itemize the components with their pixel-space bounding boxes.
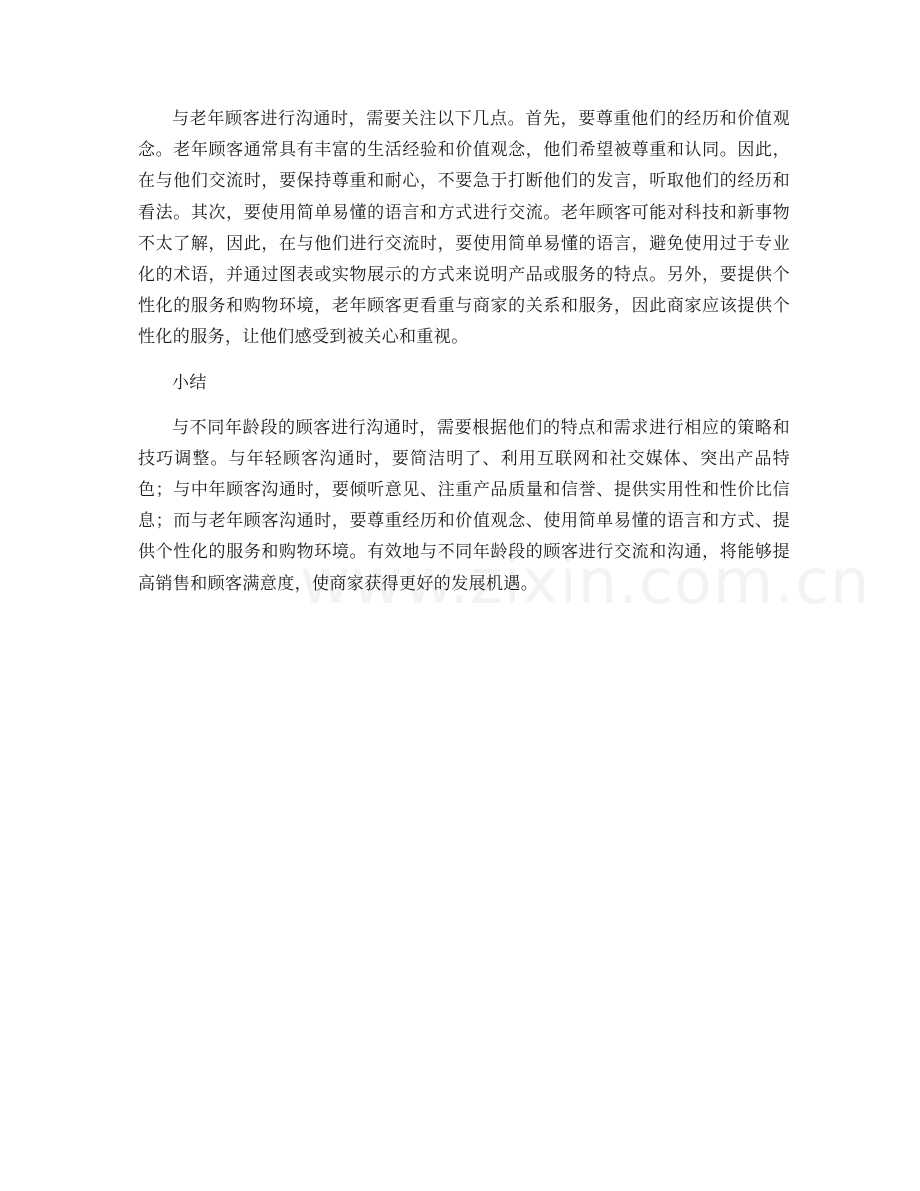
paragraph-summary: 与不同年龄段的顾客进行沟通时，需要根据他们的特点和需求进行相应的策略和技巧调整。与年轻顾客沟通时，要简洁明了、利用互联网和社交媒体、突出产品特色；与中年顾客沟通时，要倾听意见、注重产品质量和信誉、提供实用性和性价比信息；而与老年顾客沟通时，要尊重经历和价值观念、使用简单易懂的语言和方式、提供个性化的服务和购物环境。有效地与不同年龄段的顾客进行交流和沟通，将能够提高销售和顾客满意度，使商家获得更好的发展机遇。	[138, 417, 790, 594]
paragraph-elderly-customers: 与老年顾客进行沟通时，需要关注以下几点。首先，要尊重他们的经历和价值观念。老年顾客通常具有丰富的生活经验和价值观念，他们希望被尊重和认同。因此，在与他们交流时，要保持尊重和耐心，不要急于打断他们的发言，听取他们的经历和看法。其次，要使用简单易懂的语言和方式进行交流。老年顾客可能对科技和新事物不太了解，因此，在与他们进行交流时，要使用简单易懂的语言，避免使用过于专业化的术语，并通过图表或实物展示的方式来说明产品或服务的特点。另外，要提供个性化的服务和购物环境，老年顾客更看重与商家的关系和服务，因此商家应该提供个性化的服务，让他们感受到被关心和重视。	[138, 109, 790, 348]
document-body	[138, 104, 790, 600]
section-heading-summary: 小结	[172, 372, 207, 393]
